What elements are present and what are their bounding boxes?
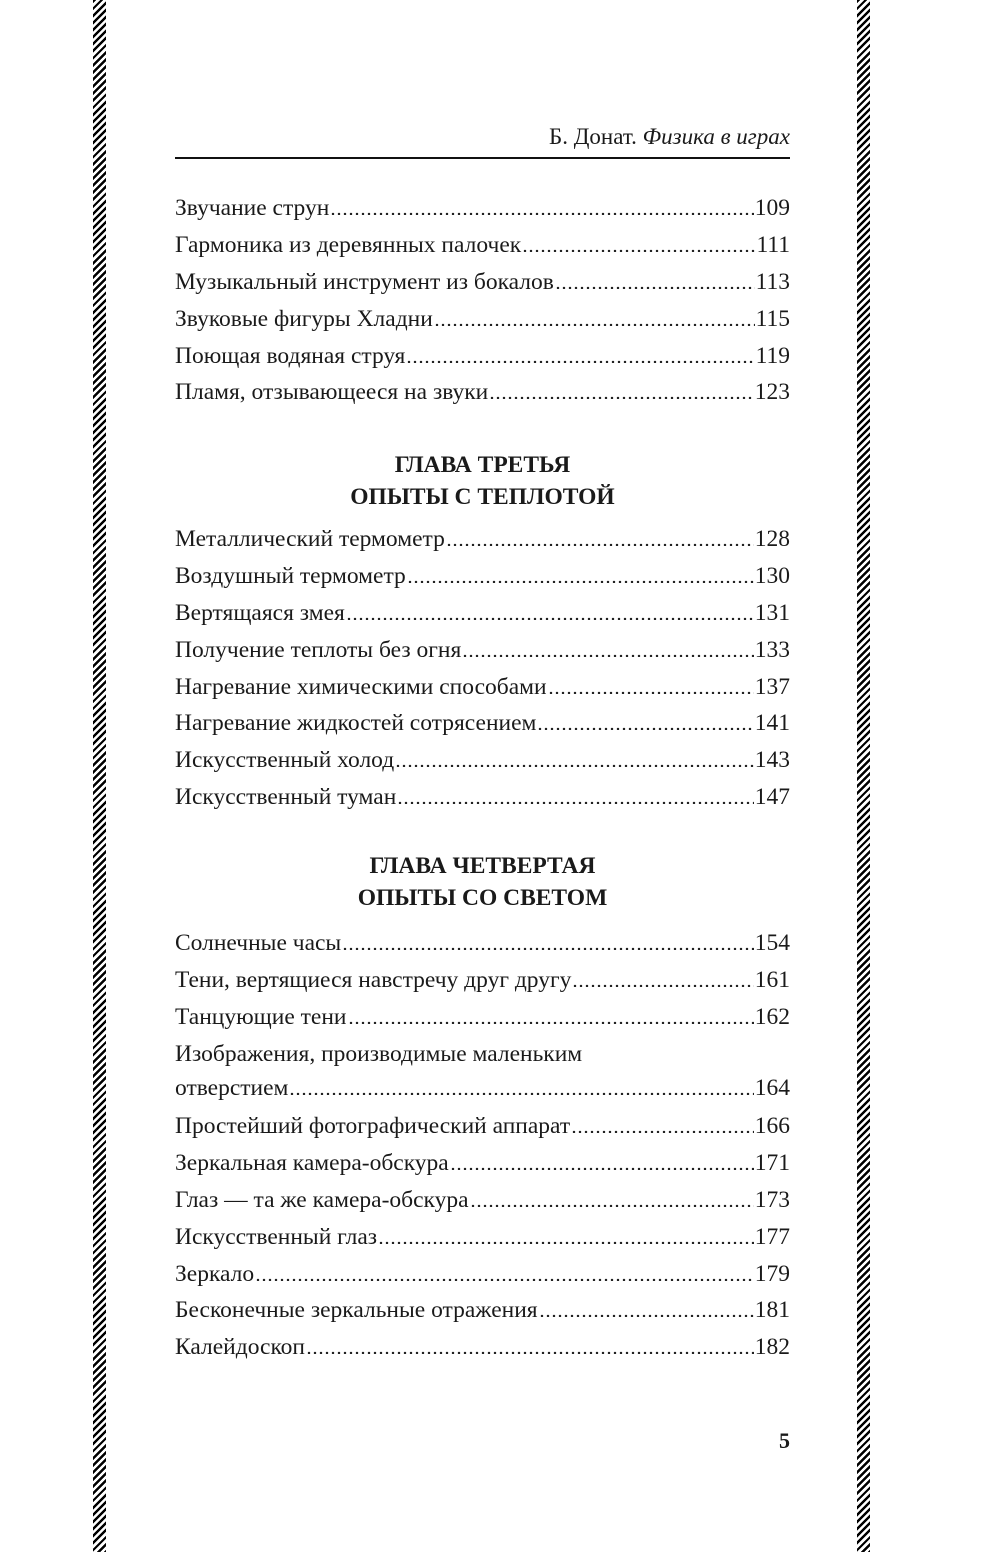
toc-entry-title: Искусственный холод [175, 747, 395, 774]
toc-entry-title: Вертящаяся змея [175, 599, 345, 626]
dot-leader [446, 540, 754, 546]
chapter-number: ГЛАВА ТРЕТЬЯ [394, 452, 571, 478]
toc-entry-title: Танцующие тени [175, 1003, 347, 1030]
toc-entry-title-line1: Изображения, производимые маленьким [175, 1041, 583, 1067]
dot-leader [407, 577, 754, 583]
toc-entry[interactable] [175, 669, 790, 706]
dot-leader [450, 1164, 754, 1170]
page-number: 5 [779, 1428, 790, 1453]
header-rule [175, 157, 790, 159]
toc-entry-page: 137 [754, 673, 790, 700]
dot-leader [348, 1018, 754, 1024]
toc-entry[interactable] [175, 1145, 790, 1182]
dot-leader [489, 393, 753, 399]
toc-entry-page: 162 [754, 1003, 790, 1030]
toc-entry-page: 161 [754, 966, 790, 993]
toc-entry[interactable] [175, 779, 790, 816]
toc-section-heat [175, 521, 790, 816]
dot-leader [306, 1348, 754, 1354]
toc-entry-page: 133 [754, 636, 790, 663]
toc-entry-title: Искусственный глаз [175, 1223, 378, 1250]
toc-entry-title: Бесконечные зеркальные отражения [175, 1297, 538, 1324]
dot-leader [255, 1275, 754, 1281]
chapter-number: ГЛАВА ЧЕТВЕРТАЯ [369, 853, 596, 879]
toc-entry[interactable] [175, 705, 790, 742]
toc-entry-page: 113 [755, 268, 790, 295]
running-header [175, 124, 790, 150]
toc-entry-page: 147 [754, 784, 790, 811]
dot-leader [434, 320, 755, 326]
toc-section-sound [175, 190, 790, 411]
toc-entry-title: Поющая водяная струя [175, 342, 406, 369]
toc-entry[interactable] [175, 1256, 790, 1293]
toc-entry-page: 181 [754, 1297, 790, 1324]
dot-leader [537, 724, 753, 730]
toc-entry-title-line2: отверстием [175, 1075, 289, 1101]
dot-leader [555, 283, 755, 289]
toc-entry[interactable] [175, 632, 790, 669]
toc-entry[interactable] [175, 521, 790, 558]
dot-leader [289, 1089, 753, 1095]
toc-entry[interactable] [175, 338, 790, 375]
toc-entry[interactable] [175, 227, 790, 264]
toc-entry-page: 131 [754, 599, 790, 626]
toc-entry-page: 141 [754, 710, 790, 737]
toc-entry[interactable] [175, 1182, 790, 1219]
toc-entry-title: Гармоника из деревянных палочек [175, 231, 522, 258]
toc-entry-page: 154 [754, 930, 790, 956]
toc-entry-page: 128 [754, 526, 790, 552]
dot-leader [462, 651, 753, 657]
toc-entry-page: 182 [754, 1334, 790, 1361]
toc-entry-title: Искусственный туман [175, 784, 397, 811]
dot-leader [378, 1238, 754, 1244]
dot-leader [571, 1127, 754, 1133]
toc-entry-title: Глаз — та же камера-обскура [175, 1186, 469, 1213]
dot-leader [522, 246, 755, 252]
dot-leader [346, 614, 754, 620]
toc-entry[interactable] [175, 1329, 790, 1366]
toc-entry[interactable] [175, 1292, 790, 1329]
toc-entry-page: 119 [755, 342, 790, 369]
toc-entry-title: Солнечные часы [175, 930, 342, 956]
toc-entry-page: 115 [755, 305, 790, 332]
toc-entry-title: Металлический термометр [175, 526, 445, 552]
chapter-4-heading [175, 850, 790, 914]
toc-section-light [175, 925, 790, 1036]
decorative-border-right [857, 0, 870, 1552]
toc-entry[interactable] [175, 374, 790, 411]
dot-leader [406, 357, 754, 363]
toc-entry-title: Калейдоскоп [175, 1334, 306, 1361]
dot-leader [395, 761, 754, 767]
toc-entry[interactable] [175, 962, 790, 999]
toc-entry-page: 109 [754, 195, 790, 221]
toc-entry[interactable] [175, 925, 790, 962]
toc-entry-title: Зеркальная камера-обскура [175, 1149, 449, 1176]
toc-entry-title: Получение теплоты без огня [175, 636, 462, 663]
chapter-title: ОПЫТЫ С ТЕПЛОТОЙ [350, 484, 615, 510]
toc-entry-title: Тени, вертящиеся навстречу друг другу [175, 966, 572, 993]
toc-entry-page: 130 [754, 562, 790, 589]
header-book-title: Физика в играх [642, 124, 790, 149]
toc-entry[interactable] [175, 595, 790, 632]
toc-entry-page: 179 [754, 1260, 790, 1287]
dot-leader [342, 944, 754, 950]
chapter-3-heading [175, 449, 790, 513]
toc-entry-page: 123 [754, 379, 790, 406]
toc-entry[interactable] [175, 190, 790, 227]
dot-leader [330, 209, 753, 215]
dot-leader [539, 1311, 754, 1317]
toc-entry-title: Зеркало [175, 1260, 255, 1287]
toc-entry[interactable] [175, 264, 790, 301]
header-author: Б. Донат. [549, 124, 637, 149]
toc-entry-multiline[interactable] [175, 1037, 790, 1105]
toc-entry-page: 164 [754, 1075, 790, 1101]
dot-leader [572, 981, 753, 987]
toc-entry-page: 177 [754, 1223, 790, 1250]
toc-entry-page: 143 [754, 747, 790, 774]
toc-entry[interactable] [175, 1108, 790, 1145]
toc-entry[interactable] [175, 301, 790, 338]
toc-entry-page: 171 [754, 1149, 790, 1176]
dot-leader [470, 1201, 754, 1207]
toc-entry-title: Нагревание химическими способами [175, 673, 547, 700]
toc-entry-title: Простейший фотографический аппарат [175, 1113, 571, 1139]
toc-entry[interactable] [175, 999, 790, 1036]
toc-entry[interactable] [175, 742, 790, 779]
dot-leader [548, 688, 754, 694]
toc-section-light-cont [175, 1108, 790, 1366]
toc-entry-title: Нагревание жидкостей сотрясением [175, 710, 537, 737]
toc-entry[interactable] [175, 558, 790, 595]
toc-entry[interactable] [175, 1219, 790, 1256]
toc-entry-title: Звучание струн [175, 195, 330, 221]
decorative-border-left [93, 0, 106, 1552]
toc-entry-title: Музыкальный инструмент из бокалов [175, 268, 554, 295]
chapter-title: ОПЫТЫ СО СВЕТОМ [357, 885, 608, 911]
toc-entry-page: 111 [756, 231, 790, 258]
toc-entry-title: Звуковые фигуры Хладни [175, 305, 433, 332]
toc-entry-title: Воздушный термометр [175, 562, 406, 589]
toc-entry-title: Пламя, отзывающееся на звуки [175, 379, 489, 406]
dot-leader [397, 798, 753, 804]
toc-entry-page: 173 [754, 1186, 790, 1213]
toc-entry-page: 166 [754, 1113, 790, 1139]
